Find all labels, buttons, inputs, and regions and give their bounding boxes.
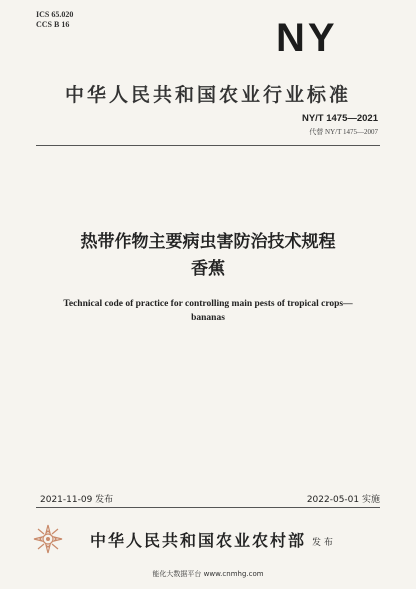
date-row [40, 492, 380, 505]
publish-label: 发 布 [312, 538, 333, 548]
document-title-en [30, 297, 386, 325]
org-title: 中华人民共和国农业行业标准 [64, 84, 351, 106]
standard-number: NY/T 1475—2021 [301, 113, 378, 124]
ministry-emblem-icon [32, 523, 64, 555]
ny-logo: NY [276, 16, 338, 60]
footer-watermark: 能化大数据平台 www.cnmhg.com [152, 570, 264, 578]
replaces-standard: 代替 NY/T 1475—2007 [309, 128, 378, 136]
document-subtitle-zh: 香蕉 [191, 259, 225, 279]
top-divider [36, 145, 380, 146]
ccs-code: CCS B 16 [36, 20, 70, 29]
bottom-divider [36, 507, 380, 508]
title-en-line-1: Technical code of practice for controlling main pests of tropical crops— [63, 299, 353, 309]
issue-date: 2021-11-09 发布 [40, 495, 114, 505]
ics-block [36, 10, 73, 30]
document-title-zh: 热带作物主要病虫害防治技术规程 [80, 232, 336, 252]
issuing-ministry: 中华人民共和国农业农村部 [90, 531, 307, 550]
implementation-date: 2022-05-01 实施 [306, 495, 380, 505]
ics-code: ICS 65.020 [36, 10, 74, 19]
title-en-line-2: bananas [191, 313, 225, 323]
